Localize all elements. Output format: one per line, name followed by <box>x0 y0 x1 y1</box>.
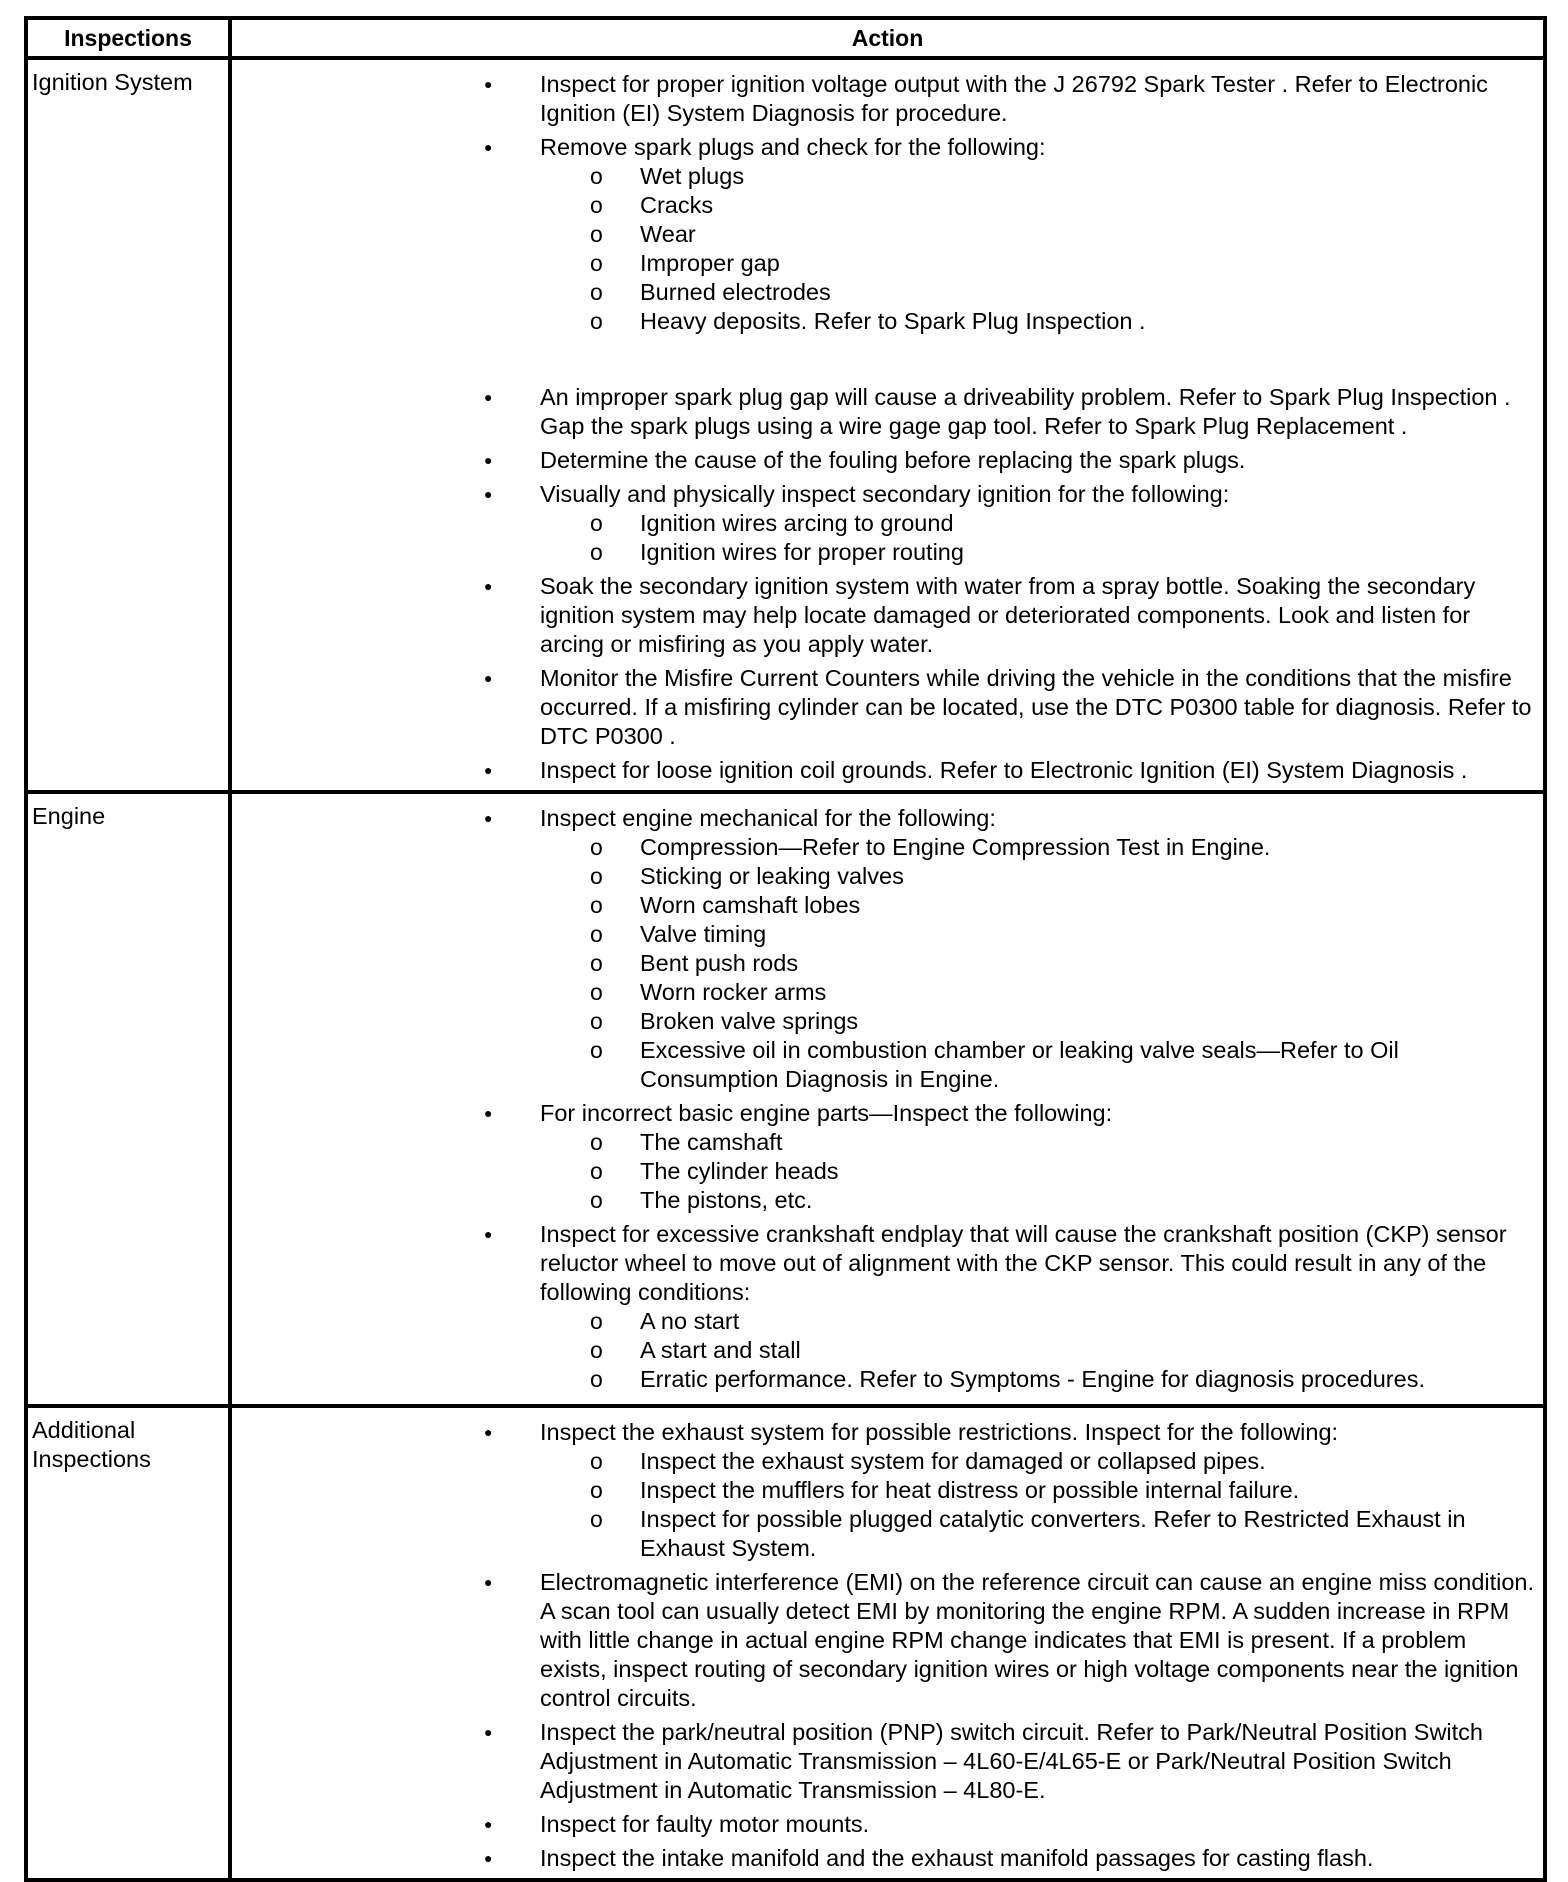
bullet-item <box>540 70 1537 128</box>
sub-item: o Burned electrodes <box>640 278 1537 307</box>
bullet-item <box>540 804 1537 1094</box>
sub-list <box>540 833 1537 1094</box>
row-label: Additional Inspections <box>26 1406 230 1880</box>
bullet-item <box>540 480 1537 567</box>
bullet-text: Inspect the exhaust system for possible restrictions. Inspect for the following: <box>540 1419 1339 1445</box>
action-cell <box>230 1406 1545 1880</box>
sub-item: o Heavy deposits. Refer to Spark Plug Inspection . <box>640 307 1537 336</box>
bullet-text: Determine the cause of the fouling before replacing the spark plugs. <box>540 447 1246 473</box>
bullet-text: Inspect for excessive crankshaft endplay that will cause the crankshaft position (CKP) sensor reluctor wheel to move out of alignment with the CKP sensor. This could result in any of the following conditions: <box>540 1221 1507 1305</box>
bullet-list <box>232 1418 1537 1873</box>
bullet-item <box>540 383 1537 441</box>
sub-item: o Inspect the exhaust system for damaged or collapsed pipes. <box>640 1447 1537 1476</box>
sub-item: o The cylinder heads <box>640 1157 1537 1186</box>
bullet-text: An improper spark plug gap will cause a driveability problem. Refer to Spark Plug Inspection . Gap the spark plugs using a wire gage gap tool. Refer to Spark Plug Replacement . <box>540 384 1511 439</box>
bullet-item <box>540 1568 1537 1713</box>
bullet-item <box>540 756 1537 785</box>
bullet-item <box>540 1810 1537 1839</box>
bullet-text: For incorrect basic engine parts—Inspect the following: <box>540 1100 1113 1126</box>
bullet-text: Soak the secondary ignition system with water from a spray bottle. Soaking the secondary ignition system may help locate damaged or deteriorated components. Look and listen for arcing or misfiring as you apply water. <box>540 573 1476 657</box>
bullet-item <box>540 1220 1537 1394</box>
sub-item: o Wear <box>640 220 1537 249</box>
header-inspections: Inspections <box>26 18 230 58</box>
sub-item: o Broken valve springs <box>640 1007 1537 1036</box>
bullet-list <box>232 804 1537 1394</box>
sub-list <box>540 1128 1537 1215</box>
bullet-item <box>540 572 1537 659</box>
bullet-item <box>540 1844 1537 1873</box>
sub-item: o Bent push rods <box>640 949 1537 978</box>
spacer <box>540 336 1537 378</box>
sub-item: o A start and stall <box>640 1336 1537 1365</box>
sub-item: o Erratic performance. Refer to Symptoms - Engine for diagnosis procedures. <box>640 1365 1537 1394</box>
sub-item: o Ignition wires arcing to ground <box>640 509 1537 538</box>
bullet-text: Inspect for loose ignition coil grounds. Refer to Electronic Ignition (EI) System Diagnosis . <box>540 757 1468 783</box>
bullet-text: Visually and physically inspect secondary ignition for the following: <box>540 481 1230 507</box>
sub-item: o Cracks <box>640 191 1537 220</box>
row-additional-inspections <box>26 1406 1545 1880</box>
bullet-text: Monitor the Misfire Current Counters while driving the vehicle in the conditions that the misfire occurred. If a misfiring cylinder can be located, use the DTC P0300 table for diagnosis. Refer to DTC P0300 . <box>540 665 1532 749</box>
sub-item: o Ignition wires for proper routing <box>640 538 1537 567</box>
row-label: Engine <box>26 792 230 1406</box>
sub-list <box>540 1307 1537 1394</box>
action-cell <box>230 792 1545 1406</box>
sub-item: o Compression—Refer to Engine Compression Test in Engine. <box>640 833 1537 862</box>
sub-item: o The pistons, etc. <box>640 1186 1537 1215</box>
row-ignition-system <box>26 58 1545 792</box>
sub-list <box>540 1447 1537 1563</box>
bullet-item <box>540 1718 1537 1805</box>
sub-item: o Worn camshaft lobes <box>640 891 1537 920</box>
sub-item: o Excessive oil in combustion chamber or leaking valve seals—Refer to Oil Consumption Diagnosis in Engine. <box>640 1036 1537 1094</box>
bullet-text: Remove spark plugs and check for the following: <box>540 134 1046 160</box>
sub-item: o Valve timing <box>640 920 1537 949</box>
bullet-list <box>232 70 1537 785</box>
bullet-item <box>540 446 1537 475</box>
bullet-text: Electromagnetic interference (EMI) on the reference circuit can cause an engine miss condition. A scan tool can usually detect EMI by monitoring the engine RPM. A sudden increase in RPM with little change in actual engine RPM change indicates that EMI is present. If a problem exists, inspect routing of secondary ignition wires or high voltage components near the ignition control circuits. <box>540 1569 1535 1711</box>
row-engine <box>26 792 1545 1406</box>
sub-item: o Inspect for possible plugged catalytic converters. Refer to Restricted Exhaust in Exhaust System. <box>640 1505 1537 1563</box>
bullet-item <box>540 133 1537 378</box>
bullet-text: Inspect the park/neutral position (PNP) switch circuit. Refer to Park/Neutral Position Switch Adjustment in Automatic Transmission – 4L60-E/4L65-E or Park/Neutral Position Switch Adjustment in Automatic Transmission – 4L80-E. <box>540 1719 1483 1803</box>
header-action: Action <box>230 18 1545 58</box>
bullet-text: Inspect for faulty motor mounts. <box>540 1811 870 1837</box>
sub-item: o Wet plugs <box>640 162 1537 191</box>
inspections-table <box>24 16 1547 1882</box>
sub-list <box>540 162 1537 336</box>
sub-item: o Inspect the mufflers for heat distress or possible internal failure. <box>640 1476 1537 1505</box>
bullet-text: Inspect the intake manifold and the exhaust manifold passages for casting flash. <box>540 1845 1374 1871</box>
sub-item: o A no start <box>640 1307 1537 1336</box>
bullet-item <box>540 1099 1537 1215</box>
sub-item: o The camshaft <box>640 1128 1537 1157</box>
sub-item: o Improper gap <box>640 249 1537 278</box>
bullet-text: Inspect for proper ignition voltage output with the J 26792 Spark Tester . Refer to Electronic Ignition (EI) System Diagnosis for procedure. <box>540 71 1488 126</box>
sub-item: o Worn rocker arms <box>640 978 1537 1007</box>
sub-list <box>540 509 1537 567</box>
sub-item: o Sticking or leaking valves <box>640 862 1537 891</box>
row-label: Ignition System <box>26 58 230 792</box>
bullet-text: Inspect engine mechanical for the following: <box>540 805 996 831</box>
action-cell <box>230 58 1545 792</box>
bullet-item <box>540 664 1537 751</box>
bullet-item <box>540 1418 1537 1563</box>
header-row <box>26 18 1545 58</box>
